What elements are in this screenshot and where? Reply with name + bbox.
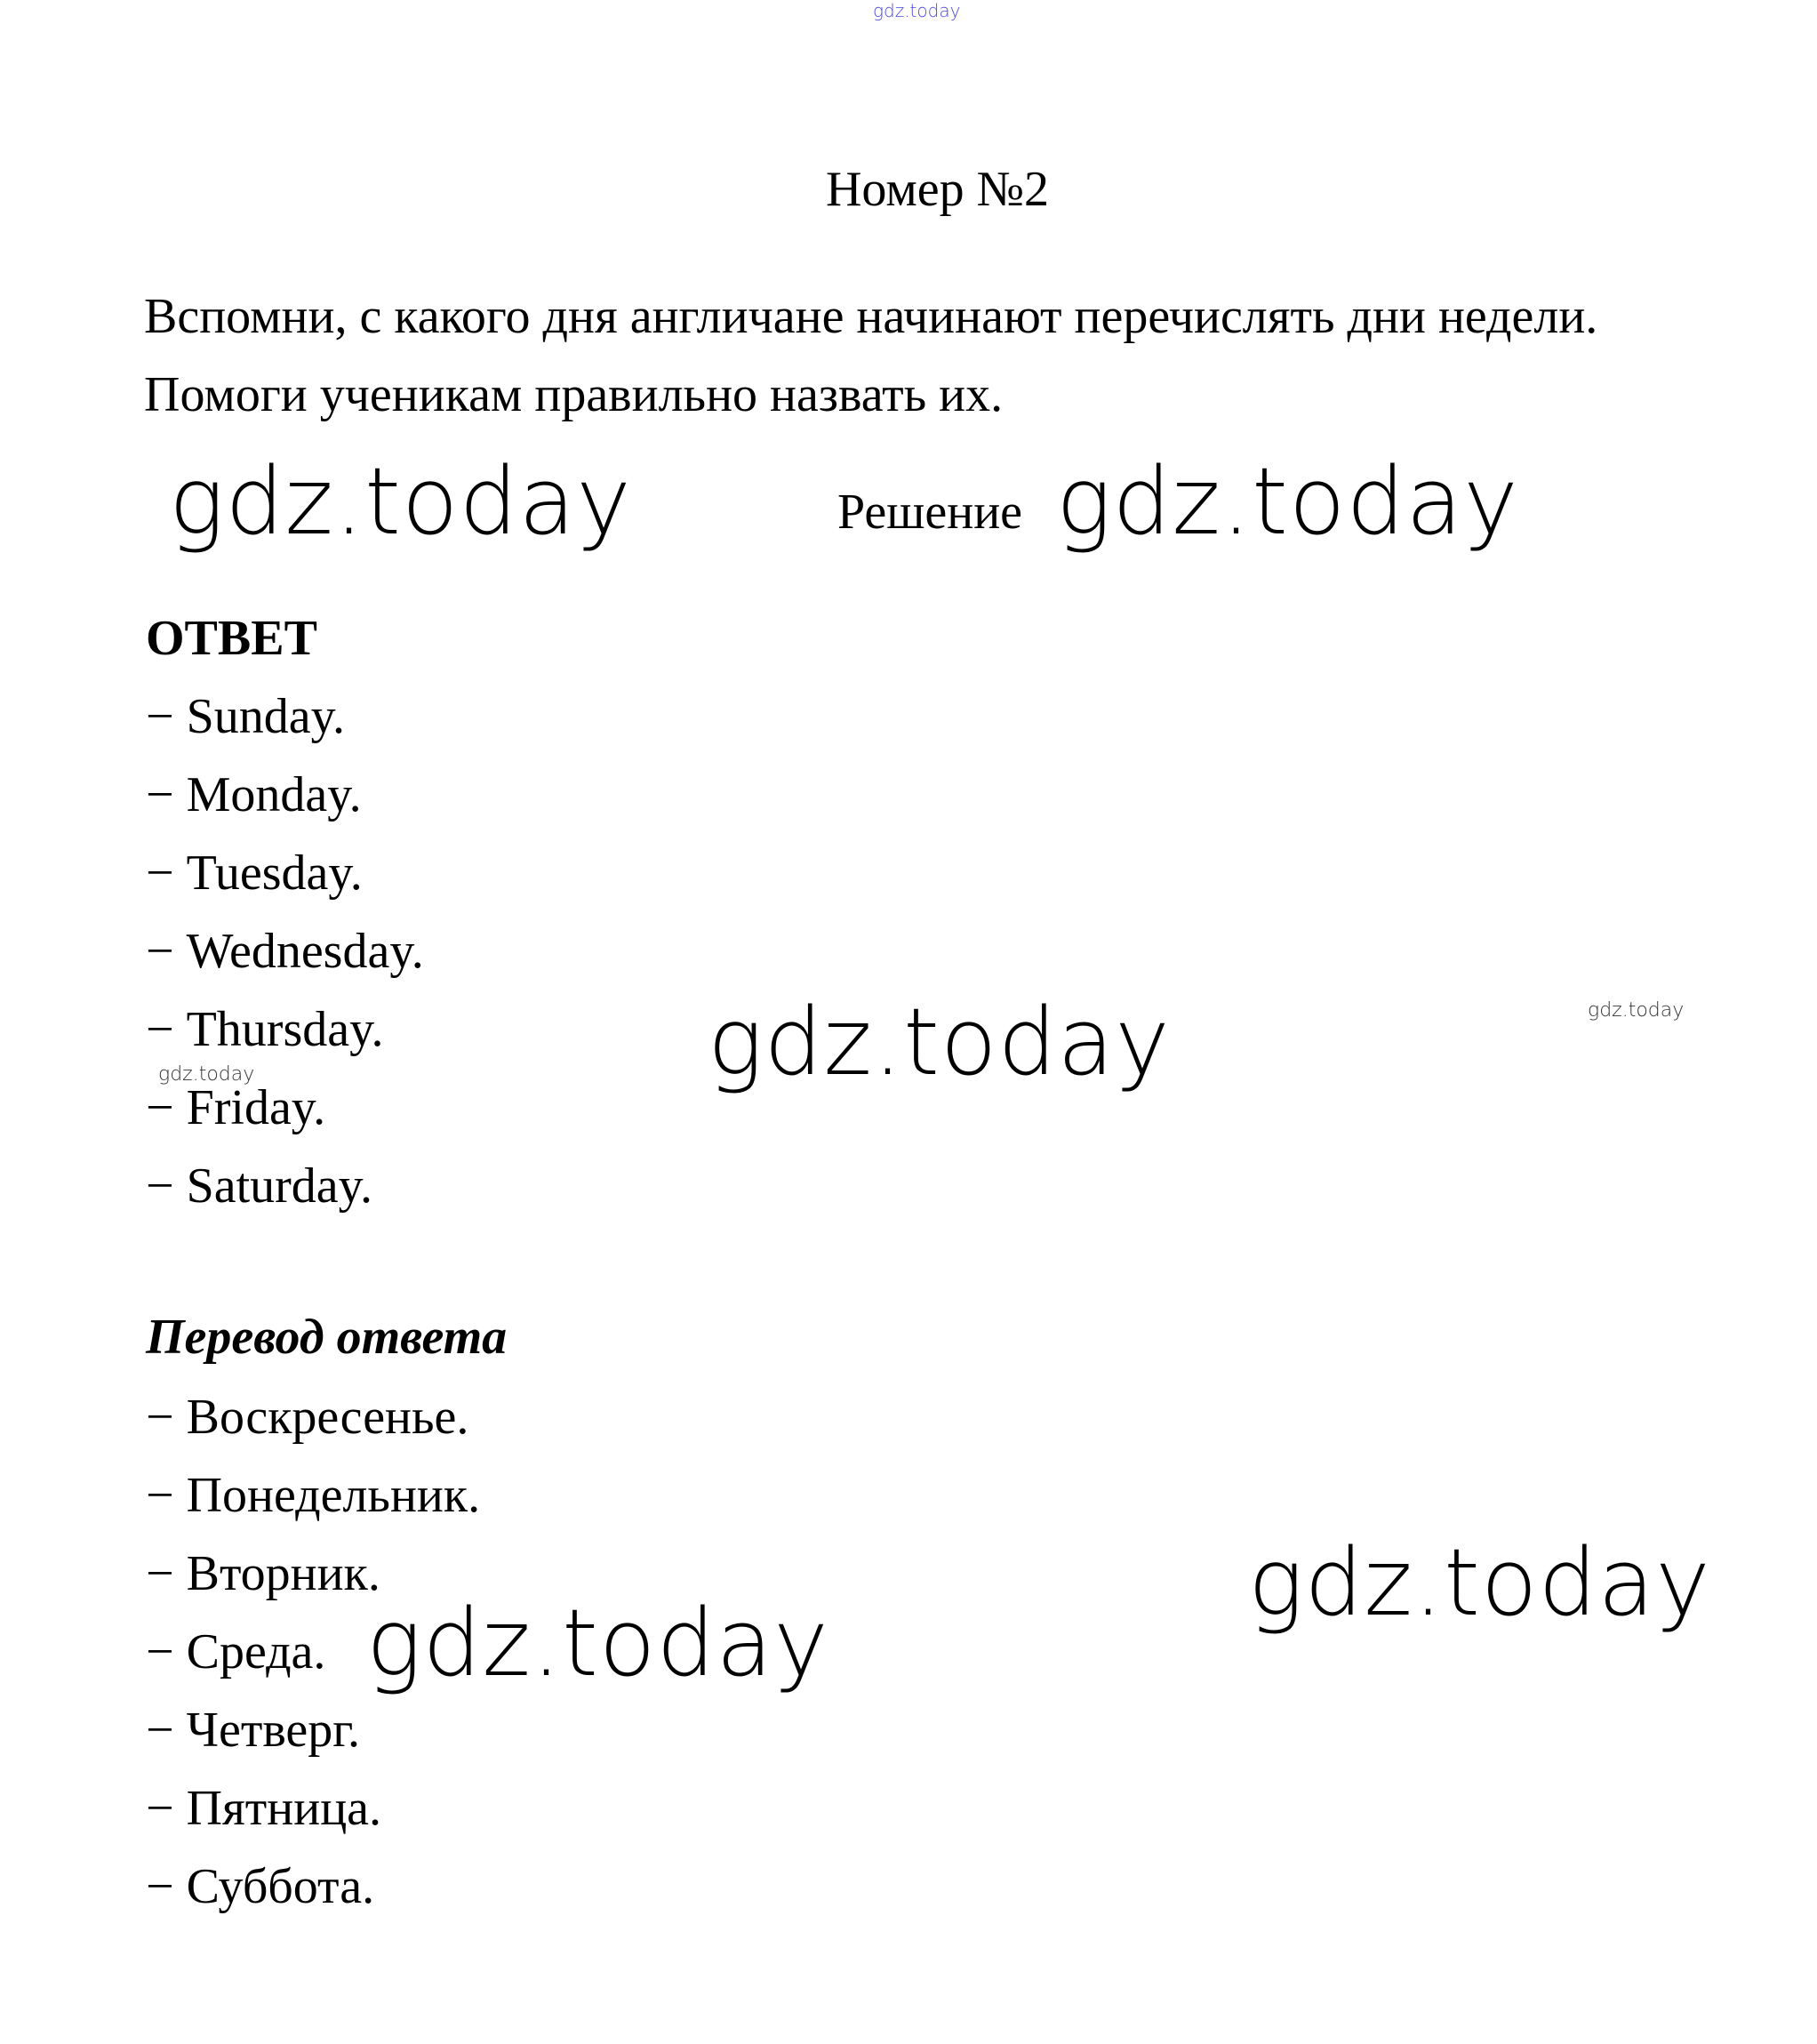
dash: − (146, 1703, 174, 1758)
translation-item: Пятница. (186, 1781, 382, 1836)
task-line-1: Вспомни, с какого дня англичане начинают перечислять дни недели. (144, 289, 1598, 344)
answer-item: Wednesday. (186, 924, 424, 979)
watermark-small-left: gdz.today (158, 1063, 255, 1086)
watermark-4: gdz.today (1248, 1528, 1711, 1637)
list-item (146, 1158, 424, 1239)
list-item (146, 1859, 480, 1940)
answer-item: Tuesday. (186, 846, 363, 901)
dash: − (146, 767, 174, 822)
dash: − (146, 1781, 174, 1836)
list-item (146, 1392, 480, 1471)
translation-item: Суббота. (186, 1859, 375, 1914)
dash: − (146, 1390, 174, 1445)
watermark-3: gdz.today (708, 988, 1171, 1096)
list-item (146, 689, 424, 770)
dash: − (146, 1158, 174, 1214)
answer-item: Thursday. (186, 1002, 384, 1057)
watermark-1: gdz.today (169, 447, 632, 556)
answer-item: Monday. (186, 767, 362, 822)
answer-list (146, 689, 424, 1239)
answer-heading: ОТВЕТ (146, 611, 317, 666)
watermark-5: gdz.today (366, 1589, 829, 1697)
list-item (146, 1080, 424, 1161)
answer-item: Saturday. (186, 1158, 373, 1214)
list-item (146, 1705, 480, 1783)
list-item (146, 848, 424, 926)
translation-item: Среда. (186, 1624, 326, 1679)
list-item (146, 926, 424, 1005)
dash: − (146, 1080, 174, 1135)
answer-item: Sunday. (186, 689, 345, 744)
dash: − (146, 1624, 174, 1679)
answer-item: Friday. (186, 1080, 326, 1135)
translation-item: Понедельник. (186, 1468, 481, 1523)
watermark-2: gdz.today (1056, 447, 1519, 556)
list-item (146, 1468, 481, 1549)
dash: − (146, 924, 174, 979)
dash: − (146, 846, 174, 901)
translation-heading: Перевод ответа (146, 1310, 508, 1365)
dash: − (146, 1468, 174, 1523)
dash: − (146, 689, 174, 744)
task-line-2: Помоги ученикам правильно назвать их. (144, 367, 1004, 422)
list-item (146, 767, 424, 848)
solution-label: Решение (837, 485, 1023, 540)
dash: − (146, 1002, 174, 1057)
dash: − (146, 1859, 174, 1914)
page-title: Номер №2 (825, 162, 1050, 217)
watermark-top: gdz.today (873, 0, 961, 21)
translation-item: Воскресенье. (186, 1390, 469, 1445)
translation-item: Вторник. (186, 1546, 380, 1601)
watermark-small-right: gdz.today (1588, 999, 1685, 1022)
translation-item: Четверг. (186, 1703, 360, 1758)
dash: − (146, 1546, 174, 1601)
list-item (146, 1783, 480, 1862)
